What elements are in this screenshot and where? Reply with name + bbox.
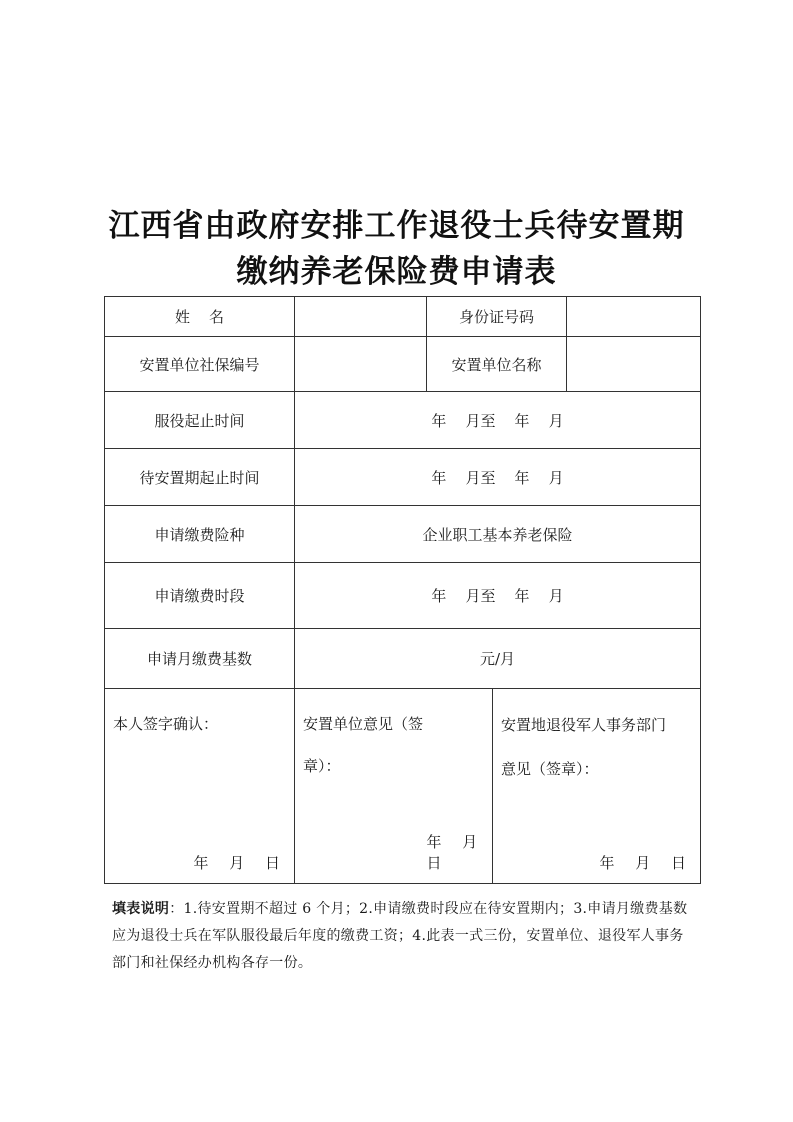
service-period-field[interactable]: 年 月至 年 月 — [295, 392, 701, 449]
name-field[interactable] — [295, 297, 427, 337]
form-instructions — [112, 896, 697, 977]
unit-opinion-label: 安置单位意见（签章）： — [303, 715, 424, 775]
insurance-type-label: 申请缴费险种 — [105, 506, 295, 563]
row-wait-period — [105, 449, 701, 506]
unit-si-number-label: 安置单位社保编号 — [105, 337, 295, 392]
dept-opinion-cell[interactable] — [493, 689, 701, 884]
row-signatures — [105, 689, 701, 884]
instructions-label: 填表说明 — [112, 901, 170, 917]
id-number-field[interactable] — [567, 297, 701, 337]
wait-period-field[interactable]: 年 月至 年 月 — [295, 449, 701, 506]
id-number-label: 身份证号码 — [427, 297, 567, 337]
name-label: 姓 名 — [105, 297, 295, 337]
self-signature-date: 年 月 日 — [193, 854, 280, 872]
row-unit — [105, 337, 701, 392]
pay-period-field[interactable]: 年 月至 年 月 — [295, 563, 701, 629]
wait-period-label: 待安置期起止时间 — [105, 449, 295, 506]
form-title-line1: 江西省由政府安排工作退役士兵待安置期 — [108, 208, 685, 244]
row-pay-period — [105, 563, 701, 629]
service-period-label: 服役起止时间 — [105, 392, 295, 449]
insurance-type-value: 企业职工基本养老保险 — [295, 506, 701, 563]
row-monthly-base — [105, 629, 701, 689]
monthly-base-field[interactable]: 元/月 — [295, 629, 701, 689]
unit-opinion-cell[interactable] — [295, 689, 427, 884]
instructions-text: ：1.待安置期不超过 6 个月；2.申请缴费时段应在待安置期内；3.申请月缴费基数应为退役士兵在军队服役最后年度的缴费工资；4.此表一式三份，安置单位、退役军人事务部门和社保经办机构各存一份。 — [112, 901, 688, 971]
unit-name-field[interactable] — [567, 337, 701, 392]
self-signature-label: 本人签字确认： — [113, 715, 219, 733]
pay-period-label: 申请缴费时段 — [105, 563, 295, 629]
monthly-base-label: 申请月缴费基数 — [105, 629, 295, 689]
unit-si-number-field[interactable] — [295, 337, 427, 392]
row-service-period — [105, 392, 701, 449]
application-form-table — [104, 296, 701, 884]
unit-name-label: 安置单位名称 — [427, 337, 567, 392]
unit-opinion-date: 年 月 日 — [426, 833, 478, 872]
row-name-id — [105, 297, 701, 337]
unit-opinion-date-cell — [427, 689, 493, 884]
dept-opinion-date: 年 月 日 — [599, 854, 687, 872]
self-signature-cell[interactable] — [105, 689, 295, 884]
row-insurance-type — [105, 506, 701, 563]
form-title-line2: 缴纳养老保险费申请表 — [236, 254, 557, 290]
dept-opinion-label: 安置地退役军人事务部门 意见（签章）： — [501, 716, 667, 778]
